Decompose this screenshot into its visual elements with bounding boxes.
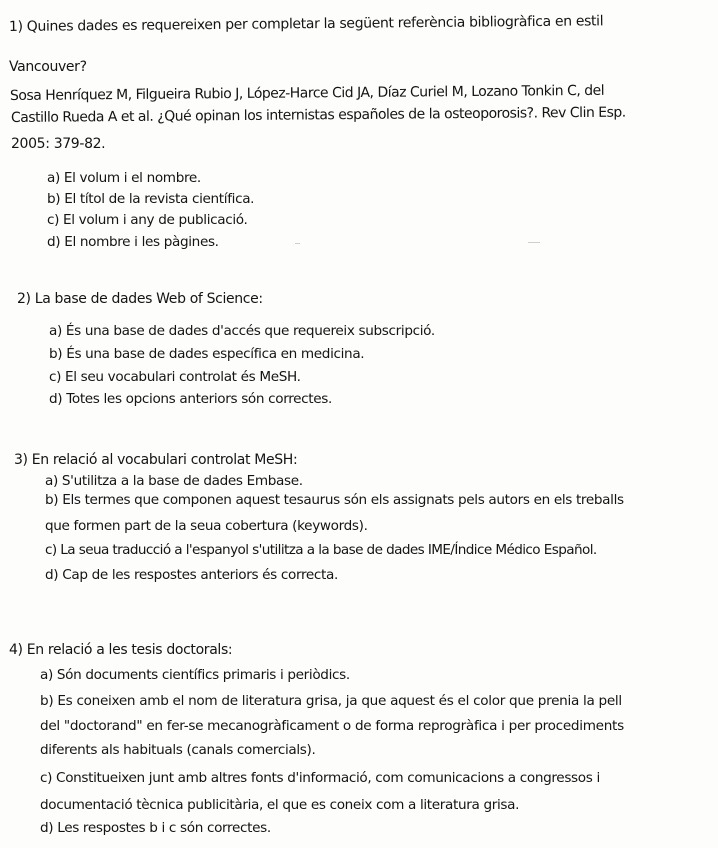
question-1-option-d: d) El nombre i les pàgines.: [47, 234, 219, 250]
question-3-title: 3) En relació al vocabulari controlat MeSH:: [14, 452, 298, 468]
question-4-option-a: a) Són documents científics primaris i periòdics.: [40, 667, 350, 683]
question-1-reference-line2: Castillo Rueda A et al. ¿Qué opinan los internistas españoles de la osteoporosis?. Rev Clin Esp.: [10, 104, 626, 126]
question-4-option-b-line3: diferents als habituals (canals comercials).: [40, 742, 316, 758]
question-3-option-d: d) Cap de les respostes anteriors és correcta.: [45, 567, 338, 583]
question-2-option-d: d) Totes les opcions anteriors són correctes.: [49, 391, 332, 407]
question-1-title-line1: 1) Quines dades es requereixen per completar la següent referència bibliogràfica en estil: [8, 13, 604, 35]
scan-mark: [528, 242, 540, 243]
question-4-option-b-line2: del "doctorand" en fer-se mecanogràficament o de forma reprogràfica i per procediments: [40, 718, 624, 734]
question-1-option-b: b) El títol de la revista científica.: [47, 191, 255, 207]
question-1-reference-line1: Sosa Henríquez M, Filgueira Rubio J, López-Harce Cid JA, Díaz Curiel M, Lozano Tonkin C, del: [9, 82, 605, 104]
question-3-option-a: a) S'utilitza a la base de dades Embase.: [45, 473, 303, 489]
question-4-option-b: b) Es coneixen amb el nom de literatura grisa, ja que aquest és el color que prenia la pell: [40, 693, 622, 709]
question-3-option-b-continued: que formen part de la seua cobertura (keywords).: [45, 518, 368, 534]
question-3-option-c: c) La seua traducció a l'espanyol s'utilitza a la base de dades IME/Índice Médico Español.: [45, 542, 597, 558]
question-1-reference-line3: 2005: 379-82.: [11, 136, 106, 152]
question-4-option-d: d) Les respostes b i c són correctes.: [40, 820, 271, 836]
question-4-title: 4) En relació a les tesis doctorals:: [9, 642, 233, 658]
question-3-option-b: b) Els termes que componen aquest tesaurus són els assignats pels autors en els treballs: [45, 492, 624, 508]
question-4-option-c-line2: documentació tècnica publicitària, el que es coneix com a literatura grisa.: [40, 797, 520, 813]
question-2-option-b: b) És una base de dades específica en medicina.: [49, 346, 365, 362]
question-1-option-c: c) El volum i any de publicació.: [47, 212, 248, 228]
question-2-option-c: c) El seu vocabulari controlat és MeSH.: [49, 369, 301, 385]
question-1-option-a: a) El volum i el nombre.: [47, 170, 201, 186]
question-1-title-line2: Vancouver?: [9, 59, 87, 75]
question-2-option-a: a) És una base de dades d'accés que requereix subscripció.: [49, 323, 435, 339]
question-4-option-c: c) Constitueixen junt amb altres fonts d'informació, com comunicacions a congressos i: [40, 770, 600, 786]
question-2-title: 2) La base de dades Web of Science:: [17, 291, 263, 307]
scan-mark: [295, 243, 300, 244]
